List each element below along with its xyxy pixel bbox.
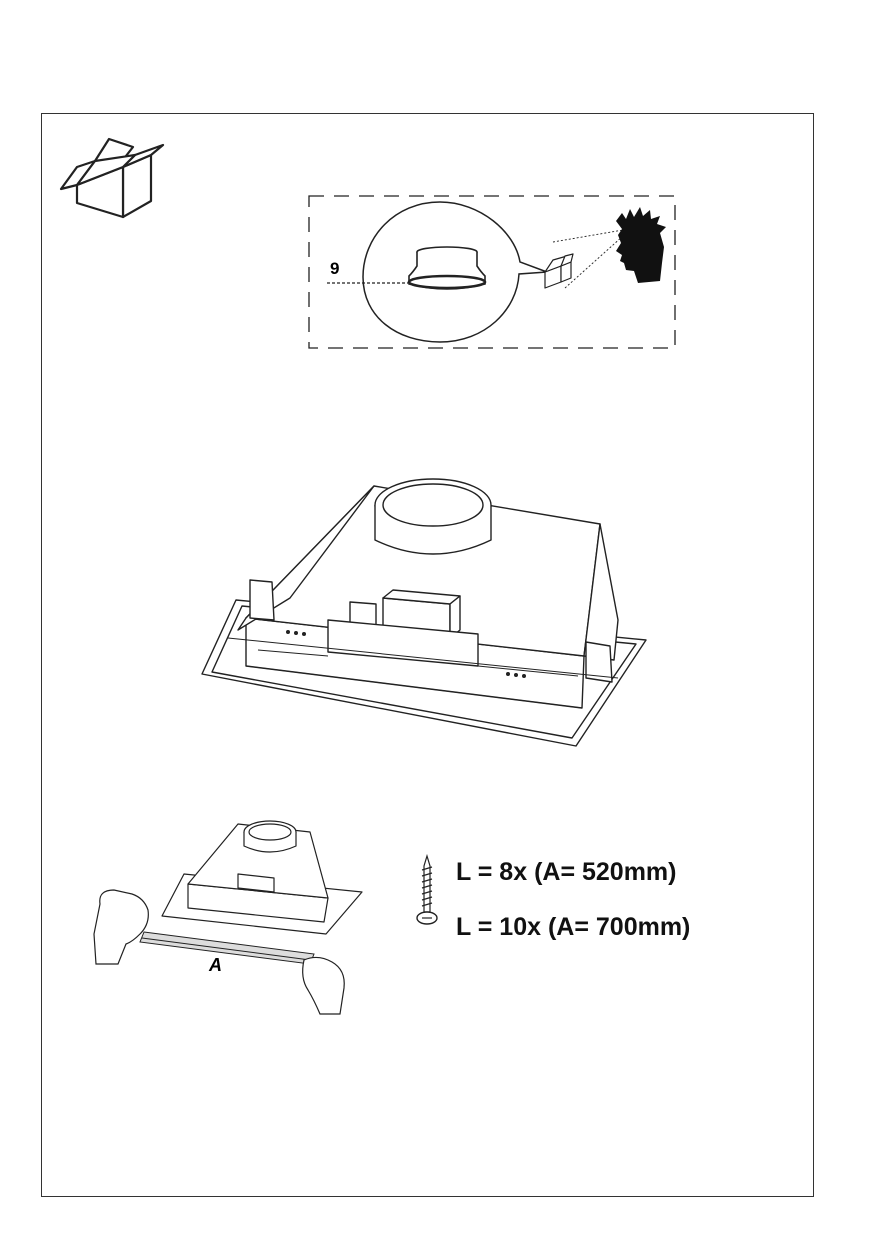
screw-icon xyxy=(414,854,440,930)
screw-spec-line: L = 10x (A= 700mm) xyxy=(456,913,691,941)
screw-spec-line: L = 8x (A= 520mm) xyxy=(456,858,677,886)
open-box-icon xyxy=(55,125,167,221)
sealing-tape-drawing xyxy=(88,814,368,1019)
cooker-hood-drawing xyxy=(198,470,658,750)
person-head-icon xyxy=(612,207,668,287)
part-number-label: 9 xyxy=(330,259,340,278)
dimension-letter: A xyxy=(209,955,222,975)
